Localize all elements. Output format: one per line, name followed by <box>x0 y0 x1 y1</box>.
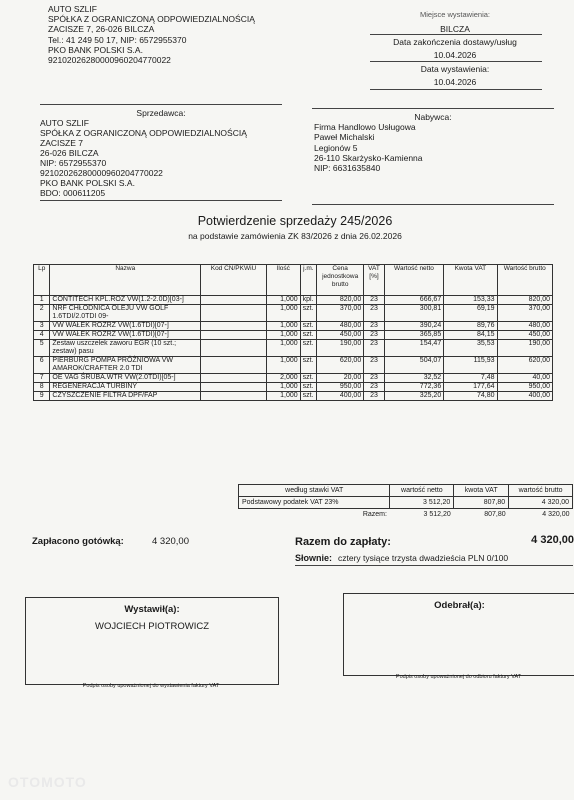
col-qty: Ilość <box>266 265 300 296</box>
cell-code <box>201 305 267 322</box>
cell-gross: 40,00 <box>497 374 552 383</box>
table-row <box>34 357 553 374</box>
issuer-signature-box <box>25 597 279 685</box>
header-bank: PKO BANK POLSKI S.A. <box>48 45 143 55</box>
cell-name: VW WAŁEK ROZRZ VW(1.6TDI)[07-] <box>50 331 201 340</box>
cell-lp: 3 <box>34 322 50 331</box>
cell-net: 154,47 <box>384 340 443 357</box>
receiver-signature-box <box>343 593 574 676</box>
cell-vat-amount: 84,15 <box>444 331 497 340</box>
cell-lp: 1 <box>34 296 50 305</box>
cell-qty: 1,000 <box>266 383 300 392</box>
cell-gross: 400,00 <box>497 392 552 401</box>
cell-gross: 950,00 <box>497 383 552 392</box>
cell-vat: 23 <box>364 392 385 401</box>
cell-net: 772,36 <box>384 383 443 392</box>
seller-city: 26-026 BILCZA <box>40 148 99 158</box>
seller-bank: PKO BANK POLSKI S.A. <box>40 178 135 188</box>
table-row <box>34 374 553 383</box>
col-price: Cena jednostkowa brutto <box>317 265 364 296</box>
document-subtitle: na podstawie zamówienia ZK 83/2026 z dnia 26.02.2026 <box>188 231 402 241</box>
cell-price: 190,00 <box>317 340 364 357</box>
cell-gross: 480,00 <box>497 322 552 331</box>
vat-total-vat: 807,80 <box>484 511 506 518</box>
cell-net: 666,67 <box>384 296 443 305</box>
cell-vat-amount: 74,80 <box>444 392 497 401</box>
table-row <box>34 305 553 322</box>
seller-name2: SPÓŁKA Z OGRANICZONĄ ODPOWIEDZIALNOŚCIĄ <box>40 128 247 138</box>
seller-heading: Sprzedawca: <box>136 108 186 118</box>
place-value: BILCZA <box>440 24 470 34</box>
cell-name: CZYSZCZENIE FILTRA DPF/FAP <box>50 392 201 401</box>
cell-price: 950,00 <box>317 383 364 392</box>
payment-label: Zapłacono gotówką: <box>32 536 124 547</box>
seller-street: ZACISZE 7 <box>40 138 83 148</box>
table-row <box>34 392 553 401</box>
cell-name: OE VAG ŚRUBA.WTR VW(2.0TDI)[05-] <box>50 374 201 383</box>
items-header-row <box>34 265 553 296</box>
col-vat: VAT [%] <box>364 265 385 296</box>
issue-date-label: Data wystawienia: <box>420 64 490 74</box>
table-row <box>34 331 553 340</box>
buyer-nip: NIP: 6631635840 <box>314 163 381 173</box>
cell-net: 504,07 <box>384 357 443 374</box>
cell-name: PIERBURG POMPA PRÓŻNIOWA VW AMAROK/CRAFTER 2.0 TDI <box>50 357 201 374</box>
delivery-date-value: 10.04.2026 <box>433 50 477 60</box>
cell-code <box>201 383 267 392</box>
cell-lp: 5 <box>34 340 50 357</box>
vat-col-vat: kwota VAT <box>454 485 509 497</box>
cell-name: CONTITECH KPL.ROZ VW(1.2-2.0D)[03-] <box>50 296 201 305</box>
col-code: Kod CN/PKWiU <box>201 265 267 296</box>
in-words-label: Słownie: <box>295 553 333 563</box>
cell-lp: 6 <box>34 357 50 374</box>
col-net: Wartość netto <box>384 265 443 296</box>
header-account: 92102026280000960204770022 <box>48 55 171 65</box>
cell-unit: kpl. <box>300 296 316 305</box>
delivery-date-label: Data zakończenia dostawy/usług <box>393 37 517 47</box>
cell-net: 325,20 <box>384 392 443 401</box>
cell-qty: 1,000 <box>266 357 300 374</box>
col-vat-amount: Kwota VAT <box>444 265 497 296</box>
cell-lp: 8 <box>34 383 50 392</box>
cell-gross: 620,00 <box>497 357 552 374</box>
vat-row-net: 3 512,20 <box>390 497 454 509</box>
cell-price: 400,00 <box>317 392 364 401</box>
cell-price: 20,00 <box>317 374 364 383</box>
cell-vat-amount: 7,48 <box>444 374 497 383</box>
header-company-name: AUTO SZLIF <box>48 4 97 14</box>
cell-code <box>201 296 267 305</box>
cell-vat: 23 <box>364 305 385 322</box>
vat-total-label: Razem: <box>362 511 387 518</box>
cell-vat: 23 <box>364 331 385 340</box>
cell-vat: 23 <box>364 357 385 374</box>
receiver-caption: Podpis osoby upoważnionej do odbioru faktury VAT <box>395 674 522 680</box>
cell-qty: 1,000 <box>266 296 300 305</box>
cell-code <box>201 331 267 340</box>
cell-vat-amount: 115,93 <box>444 357 497 374</box>
cell-vat: 23 <box>364 383 385 392</box>
cell-unit: szt. <box>300 305 316 322</box>
cell-code <box>201 340 267 357</box>
cell-vat-amount: 177,64 <box>444 383 497 392</box>
cell-unit: szt. <box>300 392 316 401</box>
cell-unit: szt. <box>300 331 316 340</box>
vat-summary-table <box>238 484 573 520</box>
cell-code <box>201 392 267 401</box>
cell-vat-amount: 35,53 <box>444 340 497 357</box>
place-label: Miejsce wystawienia: <box>419 10 491 19</box>
cell-lp: 7 <box>34 374 50 383</box>
cell-qty: 1,000 <box>266 305 300 322</box>
to-pay-value: 4 320,00 <box>531 534 574 546</box>
cell-lp: 2 <box>34 305 50 322</box>
seller-bdo: BDO: 000611205 <box>40 188 106 198</box>
in-words-value: cztery tysiące trzysta dwadzieścia PLN 0/100 <box>338 553 509 563</box>
cell-unit: szt. <box>300 383 316 392</box>
issuer-caption: Podpis osoby upoważnionej do wystawienia faktury VAT <box>82 683 220 689</box>
cell-name: VW WAŁEK ROZRZ VW(1.6TDI)[07-] <box>50 322 201 331</box>
cell-net: 365,85 <box>384 331 443 340</box>
cell-price: 620,00 <box>317 357 364 374</box>
cell-lp: 4 <box>34 331 50 340</box>
cell-vat: 23 <box>364 296 385 305</box>
cell-gross: 370,00 <box>497 305 552 322</box>
payment-value: 4 320,00 <box>152 536 189 547</box>
cell-vat: 23 <box>364 322 385 331</box>
header-company-type: SPÓŁKA Z OGRANICZONĄ ODPOWIEDZIALNOŚCIĄ <box>48 14 255 24</box>
to-pay-label: Razem do zapłaty: <box>295 536 391 548</box>
cell-unit: szt. <box>300 322 316 331</box>
issue-date-value: 10.04.2026 <box>433 77 477 87</box>
seller-account: 92102026280000960204770022 <box>40 168 163 178</box>
cell-gross: 450,00 <box>497 331 552 340</box>
cell-price: 820,00 <box>317 296 364 305</box>
buyer-street: Legionów 5 <box>314 143 358 153</box>
issuer-heading: Wystawił(a): <box>124 604 180 615</box>
cell-code <box>201 322 267 331</box>
cell-code <box>201 357 267 374</box>
cell-qty: 1,000 <box>266 322 300 331</box>
table-row <box>34 340 553 357</box>
table-row <box>34 296 553 305</box>
cell-name: REGENERACJA TURBINY <box>50 383 201 392</box>
cell-vat-amount: 153,33 <box>444 296 497 305</box>
buyer-city: 26-110 Skarżysko-Kamienna <box>314 153 423 163</box>
vat-header-row <box>239 485 573 497</box>
cell-net: 32,52 <box>384 374 443 383</box>
cell-vat-amount: 89,76 <box>444 322 497 331</box>
cell-name: Zestaw uszczelek zaworu EGR (10 szt.; zestaw) pasu <box>50 340 201 357</box>
buyer-heading: Nabywca: <box>414 112 452 122</box>
cell-unit: szt. <box>300 340 316 357</box>
cell-gross: 820,00 <box>497 296 552 305</box>
col-name: Nazwa <box>50 265 201 296</box>
seller-name1: AUTO SZLIF <box>40 118 89 128</box>
vat-total-row <box>239 509 573 521</box>
cell-code <box>201 374 267 383</box>
vat-total-net: 3 512,20 <box>423 511 451 518</box>
cell-name: NRF CHŁODNICA OLEJU VW GOLF 1.6TDI/2.0TDI 09- <box>50 305 201 322</box>
cell-net: 300,81 <box>384 305 443 322</box>
cell-qty: 1,000 <box>266 331 300 340</box>
cell-vat: 23 <box>364 340 385 357</box>
cell-net: 390,24 <box>384 322 443 331</box>
header-address: ZACISZE 7, 26-026 BILCZA <box>48 24 155 34</box>
issuer-name: WOJCIECH PIOTROWICZ <box>95 621 209 632</box>
col-lp: Lp <box>34 265 50 296</box>
table-row <box>34 322 553 331</box>
vat-col-net: wartość netto <box>390 485 454 497</box>
watermark-logo: OTOMOTO <box>8 774 87 790</box>
cell-lp: 9 <box>34 392 50 401</box>
cell-qty: 1,000 <box>266 392 300 401</box>
seller-nip: NIP: 6572955370 <box>40 158 107 168</box>
cell-qty: 1,000 <box>266 340 300 357</box>
buyer-name1: Firma Handlowo Usługowa <box>314 122 416 132</box>
vat-total-gross: 4 320,00 <box>542 511 570 518</box>
vat-col-gross: wartość brutto <box>509 485 573 497</box>
items-table <box>33 264 553 401</box>
vat-row <box>239 497 573 509</box>
header-phone-nip: Tel.: 41 249 50 17, NIP: 6572955370 <box>48 35 187 45</box>
cell-price: 450,00 <box>317 331 364 340</box>
receiver-heading: Odebrał(a): <box>434 600 485 611</box>
vat-col-rate: według stawki VAT <box>239 485 390 497</box>
table-row <box>34 383 553 392</box>
col-gross: Wartość brutto <box>497 265 552 296</box>
cell-price: 370,00 <box>317 305 364 322</box>
vat-row-label: Podstawowy podatek VAT 23% <box>239 497 390 509</box>
cell-unit: szt. <box>300 374 316 383</box>
cell-price: 480,00 <box>317 322 364 331</box>
cell-qty: 2,000 <box>266 374 300 383</box>
document-title: Potwierdzenie sprzedaży 245/2026 <box>197 214 393 228</box>
vat-row-gross: 4 320,00 <box>509 497 573 509</box>
cell-unit: szt. <box>300 357 316 374</box>
cell-vat-amount: 69,19 <box>444 305 497 322</box>
buyer-name2: Paweł Michalski <box>314 132 375 142</box>
vat-row-vat: 807,80 <box>454 497 509 509</box>
cell-gross: 190,00 <box>497 340 552 357</box>
cell-vat: 23 <box>364 374 385 383</box>
col-unit: j.m. <box>300 265 316 296</box>
